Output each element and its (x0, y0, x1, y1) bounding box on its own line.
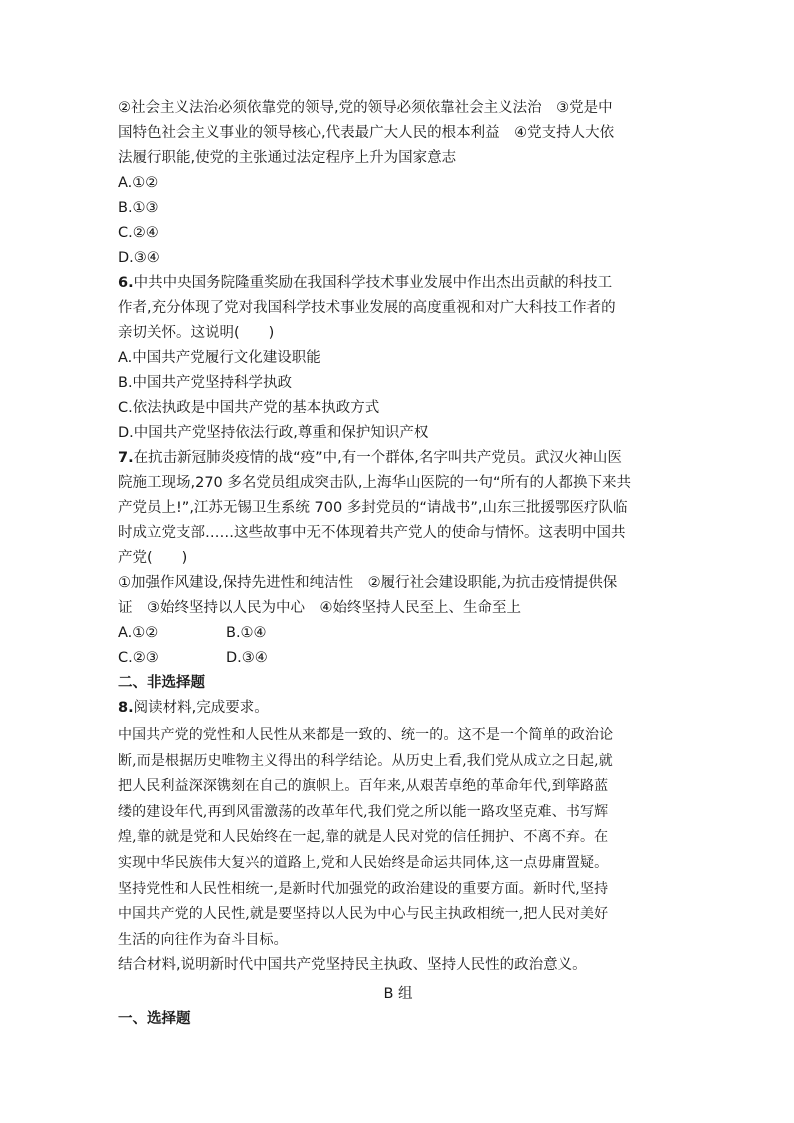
q7-statement-line: 证 ③始终坚持以人民为中心 ④始终坚持人民至上、生命至上 (118, 600, 521, 616)
q6-stem-line: 亲切关怀。这说明( ) (118, 325, 275, 341)
q5-statements (118, 96, 678, 171)
q7-stem-text: 在抗击新冠肺炎疫情的战“疫”中,有一个群体,名字叫共产党员。武汉火神山医 (133, 450, 622, 466)
question-7 (118, 446, 678, 671)
q7-stem-line: 产党员上!”,江苏无锡卫生系统 700 多封党员的“请战书”,山东三批援鄂医疗队临 (118, 500, 628, 516)
q8-material-line: 中国共产党的党性和人民性从来都是一致的、统一的。这不是一个简单的政治论 (118, 727, 614, 743)
group-b-title: B 组 (383, 986, 413, 1003)
q6-stem-text: 中共中央国务院隆重奖励在我国科学技术事业发展中作出杰出贡献的科技工 (133, 275, 613, 291)
q8-material-line: 实现中华民族伟大复兴的道路上,党和人民始终是命运共同体,这一点毋庸置疑。 (118, 854, 609, 871)
q7-number: 7. (118, 450, 134, 466)
q7-options-row-1 (118, 621, 678, 646)
q8-material-line: 断,而是根据历史唯物主义得出的科学结论。从历史上看,我们党从成立之日起,就 (118, 752, 613, 769)
q8-material-line: 坚持党性和人民性相统一,是新时代加强党的政治建设的重要方面。新时代,坚持 (118, 880, 609, 897)
q5-option-d: D.③④ (118, 250, 160, 266)
q7-statement-line: ①加强作风建设,保持先进性和纯洁性 ②履行社会建设职能,为抗击疫情提供保 (118, 575, 618, 591)
document-page (118, 96, 678, 1032)
q5-statement-line: 法履行职能,使党的主张通过法定程序上升为国家意志 (118, 150, 457, 166)
q6-option-c: C.依法执政是中国共产党的基本执政方式 (118, 400, 380, 416)
q8-material-line: 中国共产党的人民性,就是要坚持以人民为中心与民主执政相统一,把人民对美好 (118, 906, 609, 923)
q8-prompt-line (118, 696, 678, 721)
q8-requirement: 结合材料,说明新时代中国共产党坚持民主执政、坚持人民性的政治意义。 (118, 957, 587, 974)
q5-option-a: A.①② (118, 175, 159, 191)
q7-option-c: C.②③ (118, 650, 159, 666)
q8-prompt: 阅读材料,完成要求。 (133, 700, 269, 716)
group-b-section-1-title: 一、选择题 (118, 1011, 191, 1028)
q6-stem-line (118, 271, 678, 296)
q7-stem-line: 产党( ) (118, 550, 188, 566)
question-8 (118, 696, 678, 978)
q6-option-a: A.中国共产党履行文化建设职能 (118, 350, 321, 366)
q8-material-line: 生活的向往作为奋斗目标。 (118, 931, 288, 948)
q7-option-d: D.③④ (226, 650, 268, 666)
q7-stem-line: 院施工现场,270 多名党员组成突击队,上海华山医院的一句“所有的人都换下来共 (118, 475, 632, 491)
q7-options-row-2 (118, 646, 678, 671)
q7-stem-line (118, 446, 678, 471)
q8-material (118, 723, 678, 953)
q6-option-b: B.中国共产党坚持科学执政 (118, 375, 293, 391)
q7-option-a: A.①② (118, 625, 159, 641)
q5-options (118, 171, 678, 271)
section-2-title: 二、非选择题 (118, 675, 205, 691)
q5-option-c: C.②④ (118, 225, 159, 241)
q8-material-line: 缕的建设年代,再到风雷激荡的改革年代,我们党之所以能一路攻坚克难、书写辉 (118, 803, 609, 820)
q8-number: 8. (118, 700, 134, 716)
q7-stem-line: 时成立党支部……这些故事中无不体现着共产党人的使命与情怀。这表明中国共 (118, 525, 626, 541)
q5-statement-line: 国特色社会主义事业的领导核心,代表最广大人民的根本利益 ④党支持人大依 (118, 125, 615, 141)
q5-option-b: B.①③ (118, 200, 159, 216)
q5-statement-line: ②社会主义法治必须依靠党的领导,党的领导必须依靠社会主义法治 ③党是中 (118, 100, 613, 116)
q7-option-b: B.①④ (226, 625, 267, 641)
question-6 (118, 271, 678, 446)
q6-stem-line: 作者,充分体现了党对我国科学技术事业发展的高度重视和对广大科技工作者的 (118, 300, 616, 316)
q8-material-line: 把人民利益深深镌刻在自己的旗帜上。百年来,从艰苦卓绝的革命年代,到筚路蓝 (118, 778, 609, 795)
q6-number: 6. (118, 275, 134, 291)
q8-material-line: 煌,靠的就是党和人民始终在一起,靠的就是人民对党的信任拥护、不离不弃。在 (118, 829, 609, 846)
q6-option-d: D.中国共产党坚持依法行政,尊重和保护知识产权 (118, 425, 429, 441)
